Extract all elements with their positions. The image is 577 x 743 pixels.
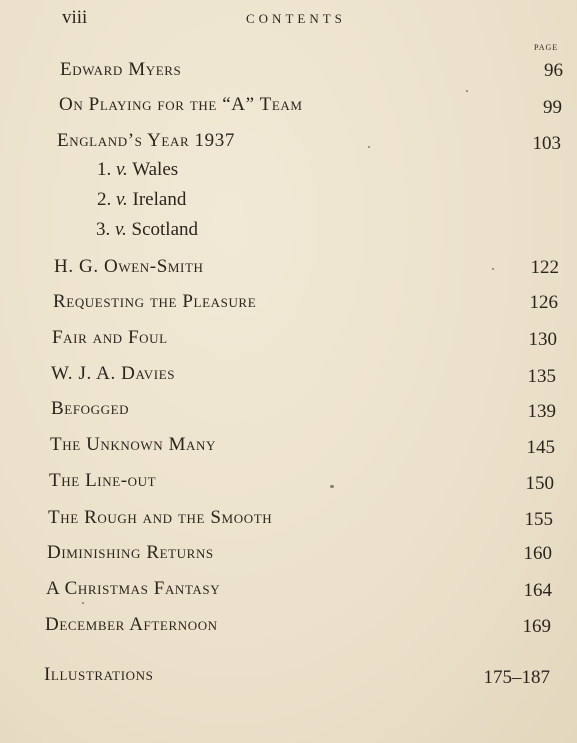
toc-entry-title: A Christmas Fantasy (46, 578, 221, 599)
toc-entry-title: Illustrations (44, 664, 154, 685)
toc-entry-title: Fair and Foul (52, 327, 168, 348)
toc-entry-page: 122 (530, 257, 559, 278)
toc-entry-title: On Playing for the “A” Team (59, 94, 303, 115)
toc-entry-title: The Unknown Many (50, 434, 217, 455)
toc-entry-page: 145 (526, 437, 555, 458)
subentry-versus: v. (115, 219, 127, 240)
toc-entry-page: 175–187 (483, 667, 550, 688)
toc-entry-title: December Afternoon (45, 614, 218, 635)
toc-entry-title: The Line-out (49, 470, 157, 491)
subentry-number: 2. (97, 189, 112, 210)
folio: viii (62, 7, 88, 28)
paper-speck (82, 602, 84, 604)
subentry-versus: v. (116, 189, 128, 210)
toc-entry-page: 96 (544, 60, 563, 81)
paper-speck (330, 485, 334, 488)
toc-entry-title: Edward Myers (60, 59, 182, 80)
toc-entry-title: H. G. Owen-Smith (54, 256, 204, 277)
paper-speck (492, 268, 494, 270)
subentry-number: 3. (96, 219, 111, 240)
toc-entry-page: 164 (523, 580, 552, 601)
toc-entry-page: 160 (523, 543, 552, 564)
page-column-label: PAGE (534, 43, 559, 52)
toc-entry-page: 139 (527, 401, 556, 422)
toc-subentry (97, 159, 178, 181)
toc-entry-page: 99 (543, 97, 562, 118)
toc-entry-title: Befogged (51, 398, 130, 419)
toc-entry-title: The Rough and the Smooth (48, 507, 273, 528)
subentry-name: Wales (132, 159, 179, 180)
toc-entry-page: 169 (522, 616, 551, 637)
toc-entry-page: 150 (525, 473, 554, 494)
paper-speck (368, 146, 370, 148)
running-head: CONTENTS (246, 11, 346, 26)
toc-entry-title: England’s Year 1937 (57, 130, 235, 151)
toc-entry-page: 126 (529, 292, 558, 313)
toc-entry-title: W. J. A. Davies (51, 363, 176, 384)
subentry-name: Scotland (131, 219, 199, 240)
paper-speck (466, 90, 468, 92)
toc-subentry (96, 219, 198, 241)
subentry-versus: v. (116, 159, 128, 180)
subentry-number: 1. (97, 159, 112, 180)
toc-entry-page: 155 (524, 509, 553, 530)
toc-entry-page: 103 (532, 133, 561, 154)
subentry-name: Ireland (132, 189, 187, 210)
toc-entry-page: 130 (528, 329, 557, 350)
toc-subentry (97, 189, 186, 211)
toc-entry-page: 135 (527, 366, 556, 387)
toc-entry-title: Requesting the Pleasure (53, 291, 257, 312)
toc-entry-title: Diminishing Returns (47, 542, 214, 563)
